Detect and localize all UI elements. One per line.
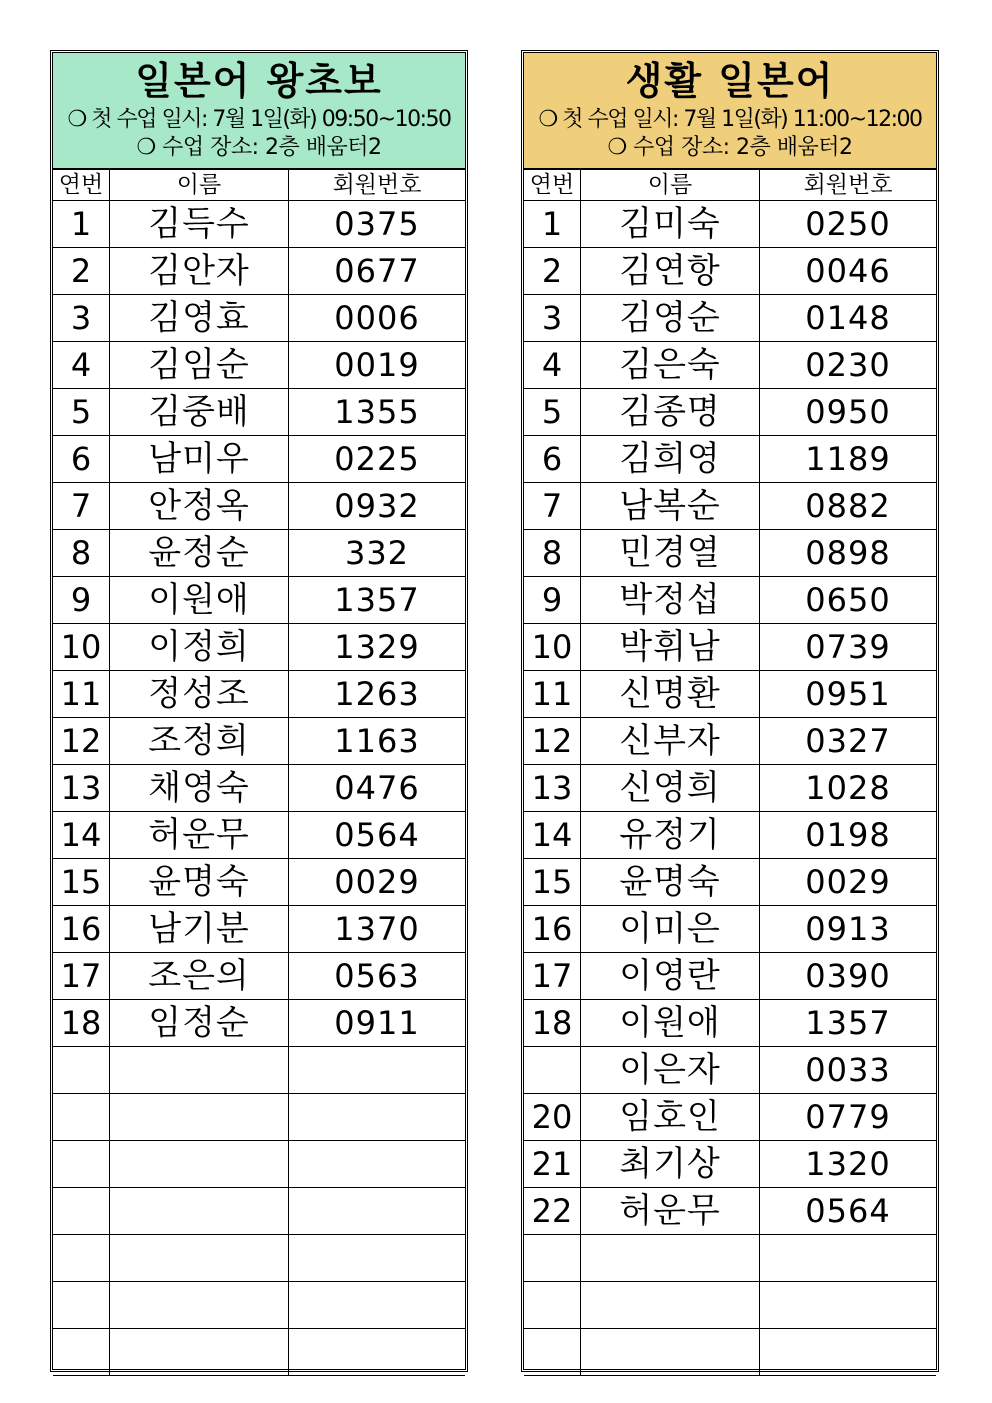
member-name: 남복순 xyxy=(581,483,760,530)
member-id xyxy=(760,1235,937,1282)
member-name: 임호인 xyxy=(581,1094,760,1141)
row-number: 21 xyxy=(524,1141,581,1188)
table-row xyxy=(524,389,936,436)
member-id: 0250 xyxy=(760,201,937,248)
class-title: 일본어 왕초보 xyxy=(135,59,383,103)
row-number: 10 xyxy=(53,624,110,671)
member-name: 김임순 xyxy=(110,342,289,389)
table-row xyxy=(53,671,465,718)
row-number xyxy=(524,1282,581,1329)
class-schedule: ❍ 첫 수업 일시: 7월 1일(화) 09:50~10:50 xyxy=(67,107,451,132)
row-number: 3 xyxy=(524,295,581,342)
member-name: 신명환 xyxy=(581,671,760,718)
table-row xyxy=(53,1094,465,1141)
table-row xyxy=(53,1282,465,1329)
panel-header xyxy=(53,53,465,170)
row-number: 4 xyxy=(524,342,581,389)
member-name xyxy=(581,1329,760,1376)
member-id: 1357 xyxy=(760,1000,937,1047)
member-name: 윤명숙 xyxy=(581,859,760,906)
member-name: 정성조 xyxy=(110,671,289,718)
member-id: 0230 xyxy=(760,342,937,389)
member-id: 0951 xyxy=(760,671,937,718)
member-id: 1263 xyxy=(289,671,466,718)
row-number: 8 xyxy=(524,530,581,577)
member-name: 이원애 xyxy=(581,1000,760,1047)
row-number: 5 xyxy=(53,389,110,436)
class-location: ❍ 수업 장소: 2층 배움터2 xyxy=(136,135,382,160)
row-number: 3 xyxy=(53,295,110,342)
member-name: 이영란 xyxy=(581,953,760,1000)
member-id: 0950 xyxy=(760,389,937,436)
row-number: 4 xyxy=(53,342,110,389)
table-row xyxy=(53,1235,465,1282)
member-name: 윤정순 xyxy=(110,530,289,577)
member-name: 허운무 xyxy=(110,812,289,859)
member-name: 민경열 xyxy=(581,530,760,577)
member-id: 1357 xyxy=(289,577,466,624)
table-row xyxy=(524,530,936,577)
member-id: 0650 xyxy=(760,577,937,624)
member-name xyxy=(110,1094,289,1141)
column-header-name: 이름 xyxy=(110,170,289,201)
member-id: 0476 xyxy=(289,765,466,812)
member-id: 1329 xyxy=(289,624,466,671)
member-id: 0033 xyxy=(760,1047,937,1094)
row-number: 14 xyxy=(53,812,110,859)
table-row xyxy=(53,718,465,765)
member-id xyxy=(760,1282,937,1329)
table-row xyxy=(524,483,936,530)
column-header-number: 연번 xyxy=(524,170,581,201)
member-id: 1355 xyxy=(289,389,466,436)
row-number: 12 xyxy=(524,718,581,765)
member-id: 0563 xyxy=(289,953,466,1000)
member-id: 1189 xyxy=(760,436,937,483)
member-name: 이은자 xyxy=(581,1047,760,1094)
row-number xyxy=(53,1094,110,1141)
member-name xyxy=(581,1235,760,1282)
table-row xyxy=(524,671,936,718)
row-number: 11 xyxy=(53,671,110,718)
table-row xyxy=(53,1141,465,1188)
member-name: 조은의 xyxy=(110,953,289,1000)
member-table xyxy=(524,170,936,1376)
table-row xyxy=(524,859,936,906)
member-name: 김종명 xyxy=(581,389,760,436)
table-row xyxy=(524,718,936,765)
row-number: 1 xyxy=(53,201,110,248)
table-row xyxy=(524,1188,936,1235)
table-row xyxy=(524,1329,936,1376)
table-row xyxy=(53,812,465,859)
row-number: 17 xyxy=(53,953,110,1000)
member-id: 0564 xyxy=(289,812,466,859)
table-row xyxy=(53,624,465,671)
column-header-member-id: 회원번호 xyxy=(289,170,466,201)
row-number: 6 xyxy=(524,436,581,483)
table-row xyxy=(53,436,465,483)
member-id: 1320 xyxy=(760,1141,937,1188)
column-header-number: 연번 xyxy=(53,170,110,201)
member-id: 0882 xyxy=(760,483,937,530)
member-id: 0225 xyxy=(289,436,466,483)
row-number: 18 xyxy=(524,1000,581,1047)
table-row xyxy=(53,953,465,1000)
row-number: 1 xyxy=(524,201,581,248)
table-row xyxy=(53,389,465,436)
member-name: 남미우 xyxy=(110,436,289,483)
row-number: 11 xyxy=(524,671,581,718)
row-number: 7 xyxy=(524,483,581,530)
row-number: 9 xyxy=(53,577,110,624)
member-name: 조정희 xyxy=(110,718,289,765)
member-name: 김중배 xyxy=(110,389,289,436)
member-name: 이미은 xyxy=(581,906,760,953)
member-id: 0911 xyxy=(289,1000,466,1047)
member-table xyxy=(53,170,465,1376)
column-header-member-id: 회원번호 xyxy=(760,170,937,201)
row-number xyxy=(53,1047,110,1094)
class-title: 생활 일본어 xyxy=(625,59,835,103)
member-id: 0375 xyxy=(289,201,466,248)
table-row xyxy=(524,248,936,295)
table-header-row xyxy=(53,170,465,201)
member-id: 0148 xyxy=(760,295,937,342)
row-number: 7 xyxy=(53,483,110,530)
member-name: 이정희 xyxy=(110,624,289,671)
table-row xyxy=(53,577,465,624)
table-row xyxy=(524,1094,936,1141)
table-header-row xyxy=(524,170,936,201)
row-number xyxy=(524,1047,581,1094)
member-name: 김연항 xyxy=(581,248,760,295)
table-row xyxy=(524,436,936,483)
member-name: 김은숙 xyxy=(581,342,760,389)
member-id xyxy=(289,1188,466,1235)
member-id: 0390 xyxy=(760,953,937,1000)
table-row xyxy=(53,906,465,953)
row-number: 16 xyxy=(53,906,110,953)
member-name: 신부자 xyxy=(581,718,760,765)
table-row xyxy=(524,1141,936,1188)
member-id xyxy=(289,1094,466,1141)
row-number: 22 xyxy=(524,1188,581,1235)
member-id xyxy=(289,1282,466,1329)
member-id: 0913 xyxy=(760,906,937,953)
member-id: 0198 xyxy=(760,812,937,859)
member-id xyxy=(289,1235,466,1282)
member-id: 1163 xyxy=(289,718,466,765)
member-name xyxy=(110,1235,289,1282)
member-name: 김영순 xyxy=(581,295,760,342)
table-row xyxy=(53,530,465,577)
member-id: 0029 xyxy=(289,859,466,906)
member-id xyxy=(289,1329,466,1376)
member-name: 박정섭 xyxy=(581,577,760,624)
row-number: 15 xyxy=(524,859,581,906)
member-id xyxy=(289,1141,466,1188)
table-row xyxy=(53,1188,465,1235)
table-row xyxy=(524,342,936,389)
table-row xyxy=(53,201,465,248)
row-number: 5 xyxy=(524,389,581,436)
row-number: 16 xyxy=(524,906,581,953)
table-row xyxy=(524,812,936,859)
table-row xyxy=(524,577,936,624)
member-name xyxy=(581,1282,760,1329)
row-number: 2 xyxy=(53,248,110,295)
row-number: 6 xyxy=(53,436,110,483)
member-name: 채영숙 xyxy=(110,765,289,812)
member-id: 0898 xyxy=(760,530,937,577)
member-name: 김득수 xyxy=(110,201,289,248)
member-name xyxy=(110,1047,289,1094)
member-name xyxy=(110,1188,289,1235)
member-id: 1028 xyxy=(760,765,937,812)
row-number: 18 xyxy=(53,1000,110,1047)
member-name: 신영희 xyxy=(581,765,760,812)
member-name: 임정순 xyxy=(110,1000,289,1047)
table-row xyxy=(524,765,936,812)
member-name xyxy=(110,1282,289,1329)
column-header-name: 이름 xyxy=(581,170,760,201)
row-number: 9 xyxy=(524,577,581,624)
table-row xyxy=(524,624,936,671)
row-number xyxy=(53,1188,110,1235)
beginner-japanese-panel xyxy=(50,50,468,1372)
table-row xyxy=(524,1047,936,1094)
member-name: 이원애 xyxy=(110,577,289,624)
row-number: 14 xyxy=(524,812,581,859)
table-row xyxy=(524,906,936,953)
row-number: 13 xyxy=(53,765,110,812)
member-id xyxy=(760,1329,937,1376)
table-row xyxy=(53,1047,465,1094)
row-number: 17 xyxy=(524,953,581,1000)
member-name: 김희영 xyxy=(581,436,760,483)
table-row xyxy=(53,1000,465,1047)
member-id: 0029 xyxy=(760,859,937,906)
member-name xyxy=(110,1329,289,1376)
table-row xyxy=(53,1329,465,1376)
table-row xyxy=(524,1282,936,1329)
row-number: 15 xyxy=(53,859,110,906)
member-name: 박휘남 xyxy=(581,624,760,671)
member-id: 0046 xyxy=(760,248,937,295)
table-row xyxy=(524,953,936,1000)
table-row xyxy=(53,765,465,812)
row-number xyxy=(524,1329,581,1376)
member-id: 0327 xyxy=(760,718,937,765)
member-name: 안정옥 xyxy=(110,483,289,530)
table-row xyxy=(53,859,465,906)
table-row xyxy=(524,295,936,342)
member-id: 332 xyxy=(289,530,466,577)
row-number xyxy=(53,1282,110,1329)
member-id: 0564 xyxy=(760,1188,937,1235)
table-row xyxy=(524,1000,936,1047)
member-name: 김영효 xyxy=(110,295,289,342)
member-id: 0932 xyxy=(289,483,466,530)
member-name: 김안자 xyxy=(110,248,289,295)
member-id xyxy=(289,1047,466,1094)
table-row xyxy=(53,295,465,342)
row-number: 13 xyxy=(524,765,581,812)
row-number: 2 xyxy=(524,248,581,295)
class-location: ❍ 수업 장소: 2층 배움터2 xyxy=(607,135,853,160)
row-number xyxy=(524,1235,581,1282)
panel-header xyxy=(524,53,936,170)
member-name xyxy=(110,1141,289,1188)
table-row xyxy=(53,342,465,389)
member-name: 최기상 xyxy=(581,1141,760,1188)
member-id: 0779 xyxy=(760,1094,937,1141)
member-name: 윤명숙 xyxy=(110,859,289,906)
row-number: 20 xyxy=(524,1094,581,1141)
class-schedule: ❍ 첫 수업 일시: 7월 1일(화) 11:00~12:00 xyxy=(538,107,922,132)
member-name: 허운무 xyxy=(581,1188,760,1235)
table-row xyxy=(53,248,465,295)
member-id: 1370 xyxy=(289,906,466,953)
member-id: 0019 xyxy=(289,342,466,389)
member-name: 유정기 xyxy=(581,812,760,859)
member-id: 0677 xyxy=(289,248,466,295)
row-number: 8 xyxy=(53,530,110,577)
row-number: 10 xyxy=(524,624,581,671)
member-id: 0006 xyxy=(289,295,466,342)
table-row xyxy=(53,483,465,530)
row-number xyxy=(53,1141,110,1188)
member-name: 김미숙 xyxy=(581,201,760,248)
row-number: 12 xyxy=(53,718,110,765)
table-row xyxy=(524,1235,936,1282)
row-number xyxy=(53,1235,110,1282)
member-id: 0739 xyxy=(760,624,937,671)
row-number xyxy=(53,1329,110,1376)
daily-japanese-panel xyxy=(521,50,939,1372)
member-name: 남기분 xyxy=(110,906,289,953)
table-row xyxy=(524,201,936,248)
